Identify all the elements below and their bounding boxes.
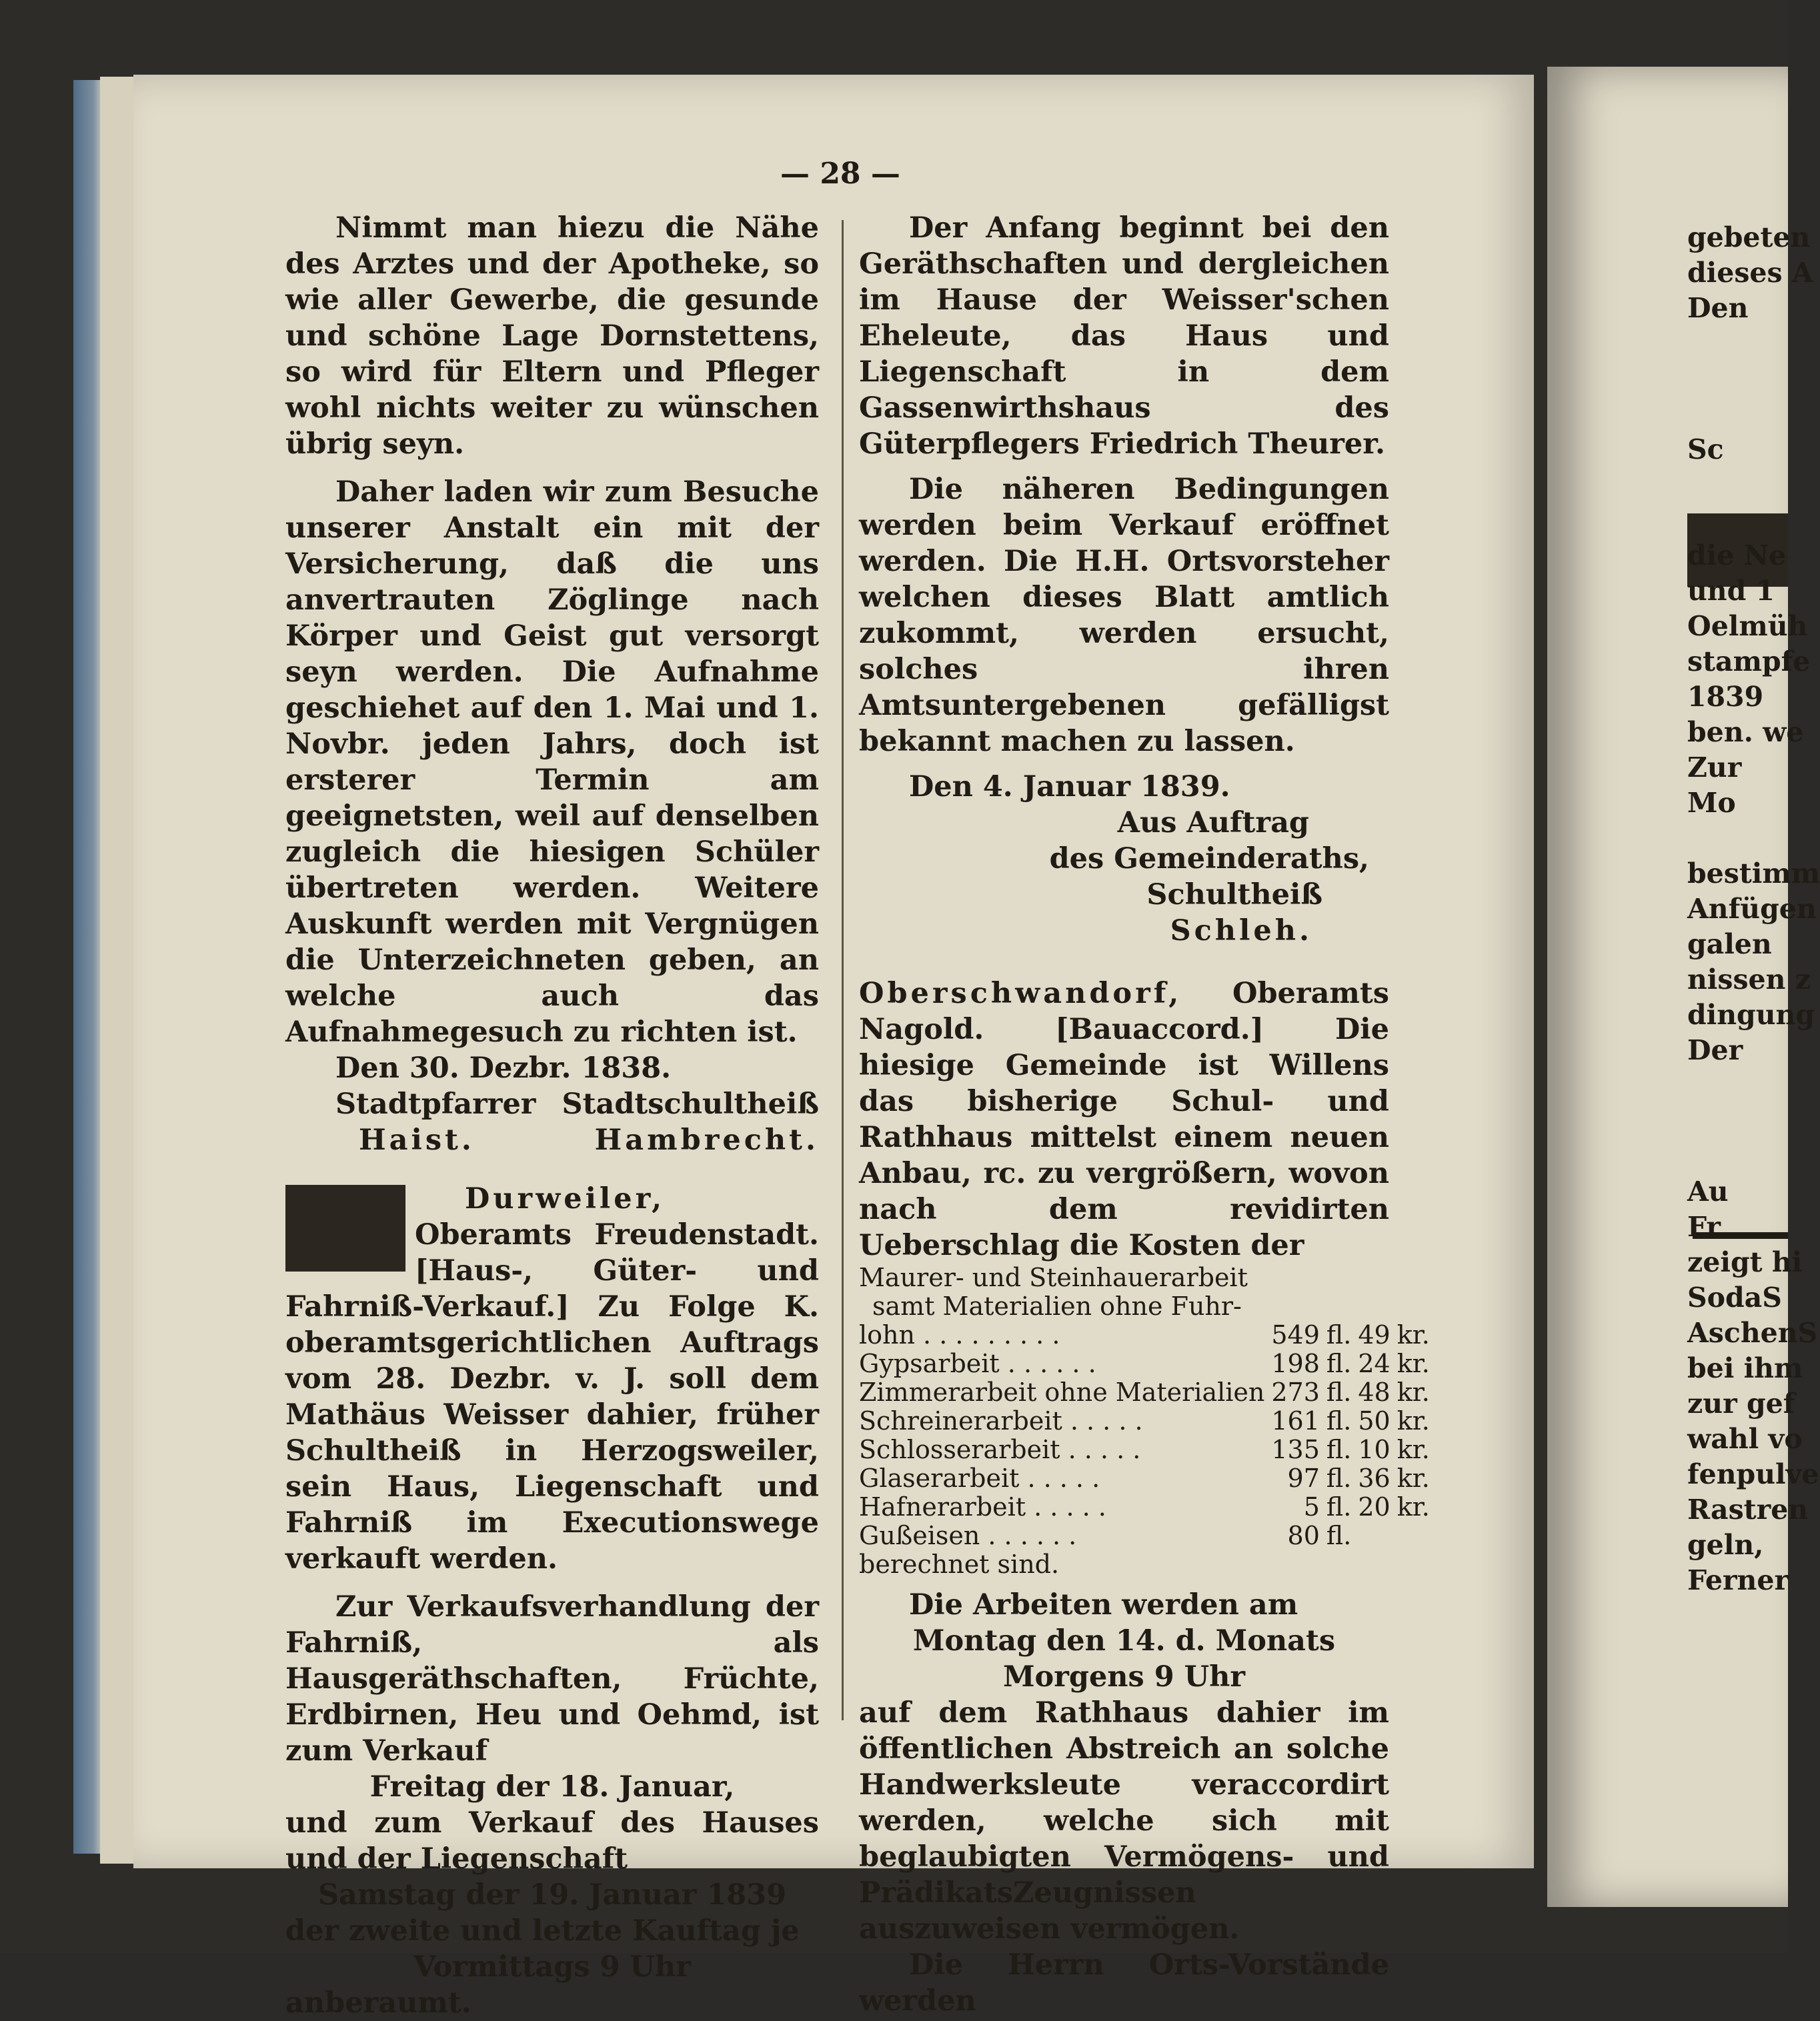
page-number: — 28 — (780, 157, 900, 191)
cost-kr-unit (1391, 1522, 1430, 1550)
right-fragment-line (1687, 821, 1794, 856)
cost-kr: 36 (1358, 1464, 1391, 1493)
ad2-text: Oberamts Nagold. [Bauaccord.] Die hiesige Gemeinde ist Willens das bisherige Schul- und Rathhaus mittelst einem neuen Anbau, rc. zu vergrößern, wovon nach dem revidirten Ueberschlag die Kosten der (859, 977, 1389, 1262)
signature-titles (285, 1086, 819, 1122)
cost-kr-unit: kr. (1397, 1349, 1430, 1378)
right-fragment-line (1687, 467, 1794, 503)
cost-item: Schreinerarbeit . . . . . (859, 1406, 1143, 1436)
right-fragment-line: Sc (1687, 433, 1724, 465)
cost-row (859, 1436, 1430, 1464)
right-fragment-line: stampfe (1687, 645, 1811, 677)
right-fragment-line: Mo (1687, 787, 1736, 819)
ad-durweiler (285, 1181, 819, 1577)
ad2-place-name: Oberschwandorf, (859, 977, 1182, 1010)
paragraph-sale: Zur Verkaufsverhandlung der Fahrniß, als Hausgeräthschaften, Früchte, Erdbirnen, Heu und Oehmd, ist zum Verkauf (285, 1590, 819, 1768)
right-fragment-line: zeigt hi (1687, 1246, 1803, 1278)
right-fragment-line (1687, 397, 1794, 432)
cost-kr: 50 (1358, 1406, 1391, 1436)
sig-line-1: Aus Auftrag (1117, 806, 1309, 839)
cost-unit: fl. (1326, 1349, 1352, 1378)
paragraph-work: Die Arbeiten werden am (909, 1588, 1298, 1622)
paragraph-abstreich: auf dem Rathhaus dahier im öffentlichen Abstreich an solche Handwerksleute veraccordirt werden, welche sich mit beglaubigten Vermögens- und PrädikatsZeugnissen auszuweisen vermögen. (859, 1696, 1389, 1946)
right-fragment-line: Fr (1687, 1211, 1721, 1243)
right-fragment-line: wahl vo (1687, 1423, 1803, 1455)
right-fragment-line (1687, 1068, 1794, 1104)
cost-kr-unit: kr. (1397, 1492, 1430, 1522)
cost-row (859, 1407, 1430, 1436)
costs-block (859, 1263, 1430, 1579)
cost-amount: 97 (1287, 1464, 1320, 1493)
line-second-day: der zweite und letzte Kauftag je (285, 1914, 800, 1948)
right-fragment-line: Anfügen (1687, 893, 1817, 925)
sig-line-3: Schultheiß (1146, 878, 1322, 911)
paragraph-conditions: Die näheren Bedingungen werden beim Verkauf eröffnet werden. Die H.H. Ortsvorsteher welchen dieses Blatt amtlich zukommt, werden ersucht, solches ihren Amtsuntergebenen gefälligst bekannt machen zu lassen. (859, 473, 1389, 758)
right-fragment-line: AschenS (1687, 1317, 1818, 1349)
left-column (285, 210, 819, 2021)
line-morning: Vormittags 9 Uhr (413, 1950, 691, 1984)
cost-unit: fl. (1326, 1378, 1352, 1407)
cost-kr-unit: kr. (1397, 1378, 1430, 1407)
date-line: Den 30. Dezbr. 1838. (335, 1052, 672, 1085)
right-column-fragment (1687, 220, 1820, 1598)
line-saturday: Samstag der 19. Januar 1839 (317, 1878, 787, 1912)
costs-intro-2: samt Materialien ohne Fuhr- (872, 1292, 1242, 1321)
cost-kr-unit: kr. (1397, 1435, 1430, 1464)
cost-item: Gußeisen . . . . . . (859, 1521, 1077, 1550)
signature-name-haist: Haist. (359, 1124, 475, 1157)
line-morning-mid: Morgens 9 Uhr (1002, 1660, 1246, 1694)
cost-amount: 135 (1271, 1435, 1320, 1464)
ad-place-name: Durweiler, (465, 1182, 666, 1216)
cost-row (859, 1522, 1430, 1550)
cost-kr-unit: kr. (1397, 1464, 1430, 1493)
cost-item: lohn . . . . . . . . . (859, 1320, 1060, 1350)
right-fragment-line (1687, 503, 1794, 538)
cost-unit: fl. (1326, 1435, 1352, 1464)
cost-item: Glaserarbeit . . . . . (859, 1464, 1100, 1493)
right-fragment-line (1687, 1104, 1794, 1139)
right-fragment-line: dingung (1687, 999, 1815, 1031)
right-fragment-line: bei ihm (1687, 1352, 1803, 1384)
line-friday: Freitag der 18. Januar, (369, 1770, 735, 1804)
cost-amount: 80 (1287, 1521, 1320, 1550)
cost-row (859, 1464, 1430, 1493)
middle-column (859, 210, 1430, 2019)
costs-outro: berechnet sind. (859, 1550, 1060, 1579)
column-divider (842, 220, 844, 1720)
right-fragment-line: SodaS (1687, 1282, 1782, 1314)
right-fragment-line (1687, 1139, 1794, 1174)
cost-kr (1351, 1522, 1390, 1550)
cost-row (859, 1350, 1430, 1378)
cost-kr: 20 (1358, 1492, 1391, 1522)
paragraph-herrn: Die Herrn Orts-Vorstände werden (859, 1948, 1389, 2018)
signature-title-mayor: Stadtschultheiß (562, 1088, 819, 1121)
right-fragment-line: Den (1687, 292, 1749, 324)
cost-item: Schlosserarbeit . . . . . (859, 1435, 1141, 1464)
right-fragment-line: Au (1687, 1176, 1729, 1208)
right-fragment-line: Oelmüh (1687, 610, 1808, 642)
right-fragment-line: Rastren (1687, 1494, 1809, 1526)
cost-item: Gypsarbeit . . . . . . (859, 1349, 1096, 1378)
house-woodcut-image (285, 1185, 405, 1272)
right-fragment-line: dieses A (1687, 257, 1813, 289)
cost-unit: fl. (1326, 1492, 1352, 1522)
sig-line-2: des Gemeinderaths, (1049, 842, 1369, 875)
cost-unit: fl. (1326, 1320, 1352, 1350)
cost-kr-unit: kr. (1397, 1406, 1430, 1436)
right-fragment-line: ben. we (1687, 716, 1804, 748)
cost-kr: 10 (1358, 1435, 1391, 1464)
cost-amount: 198 (1271, 1349, 1320, 1378)
cost-amount: 549 (1271, 1320, 1320, 1350)
paragraph-sale-2: und zum Verkauf des Hauses und der Liegenschaft (285, 1806, 819, 1876)
cost-kr: 24 (1358, 1349, 1391, 1378)
line-monday: Montag den 14. d. Monats (912, 1624, 1336, 1658)
sig-line-4: Schleh. (1170, 914, 1312, 947)
cost-row (859, 1378, 1430, 1407)
right-fragment-line: nissen z (1687, 963, 1811, 995)
paragraph-location: Nimmt man hiezu die Nähe des Arztes und der Apotheke, so wie aller Gewerbe, die gesunde und schöne Lage Dornstettens, so wird für Eltern und Pfleger wohl nichts weiter zu wünschen übrig seyn. (285, 211, 819, 461)
right-fragment-line: bestimm (1687, 857, 1820, 889)
right-fragment-line: die Ne (1687, 539, 1787, 571)
right-fragment-line (1687, 361, 1794, 397)
right-fragment-line: Ferner (1687, 1564, 1789, 1596)
cost-item: Hafnerarbeit . . . . . (859, 1492, 1106, 1522)
ad-text: Oberamts Freudenstadt. [Haus-, Güter- und Fahrniß-Verkauf.] Zu Folge K. oberamtsgerichtlichen Auftrags vom 28. Dezbr. v. J. soll dem Mathäus Weisser dahier, früher Schultheiß in Herzogsweiler, sein Haus, Liegenschaft und Fahrniß im Executionswege verkauft werden. (285, 1218, 819, 1576)
right-fragment-line: gebeten (1687, 221, 1811, 253)
right-fragment-line: Zur (1687, 751, 1742, 783)
right-fragment-line: fenpulve (1687, 1458, 1819, 1490)
cost-row (859, 1493, 1430, 1522)
signature-title-pastor: Stadtpfarrer (335, 1088, 536, 1121)
paragraph-start: Der Anfang beginnt bei den Geräthschaften und dergleichen im Hause der Weisser'schen Eheleute, das Haus und Liegenschaft in dem Gassenwirthshaus des Güterpflegers Friedrich Theurer. (859, 211, 1389, 461)
date-line-mid: Den 4. Januar 1839. (909, 770, 1230, 803)
right-fragment-line: und 1 (1687, 575, 1775, 607)
cost-kr-unit: kr. (1397, 1320, 1430, 1350)
right-fragment-line: Der (1687, 1034, 1743, 1066)
line-end: anberaumt. (285, 1986, 472, 2020)
cost-unit: fl. (1326, 1521, 1352, 1550)
cost-unit: fl. (1326, 1464, 1352, 1493)
right-fragment-line: zur gef (1687, 1388, 1795, 1420)
cost-amount: 5 (1303, 1492, 1320, 1522)
costs-table (859, 1321, 1430, 1550)
cost-kr: 49 (1358, 1320, 1391, 1350)
signature-name-hambrecht: Hambrecht. (594, 1124, 819, 1157)
cost-unit: fl. (1326, 1406, 1352, 1436)
costs-intro-1: Maurer- und Steinhauerarbeit (859, 1263, 1248, 1292)
paragraph-invitation: Daher laden wir zum Besuche unserer Anstalt ein mit der Versicherung, daß die uns anvertrauten Zöglinge nach Körper und Geist gut versorgt seyn werden. Die Aufnahme geschiehet auf den 1. Mai und 1. Novbr. jeden Jahrs, doch ist ersterer Termin am geeignetsten, weil auf denselben zugleich die hiesigen Schüler übertreten werden. Weitere Auskunft werden mit Vergnügen die Unterzeichneten geben, an welche auch das Aufnahmegesuch zu richten ist. (285, 475, 819, 1049)
cost-amount: 273 (1271, 1378, 1320, 1407)
cost-row (859, 1321, 1430, 1350)
right-fragment-line: galen (1687, 928, 1772, 960)
ad-oberschwandorf (859, 975, 1389, 1264)
signature-names (285, 1122, 819, 1158)
cost-kr: 48 (1358, 1378, 1391, 1407)
right-fragment-line: geln, (1687, 1529, 1764, 1561)
cost-amount: 161 (1271, 1406, 1320, 1436)
right-fragment-line (1687, 326, 1794, 361)
right-fragment-line: 1839 (1687, 681, 1764, 713)
cost-item: Zimmerarbeit ohne Materialien (859, 1378, 1265, 1407)
